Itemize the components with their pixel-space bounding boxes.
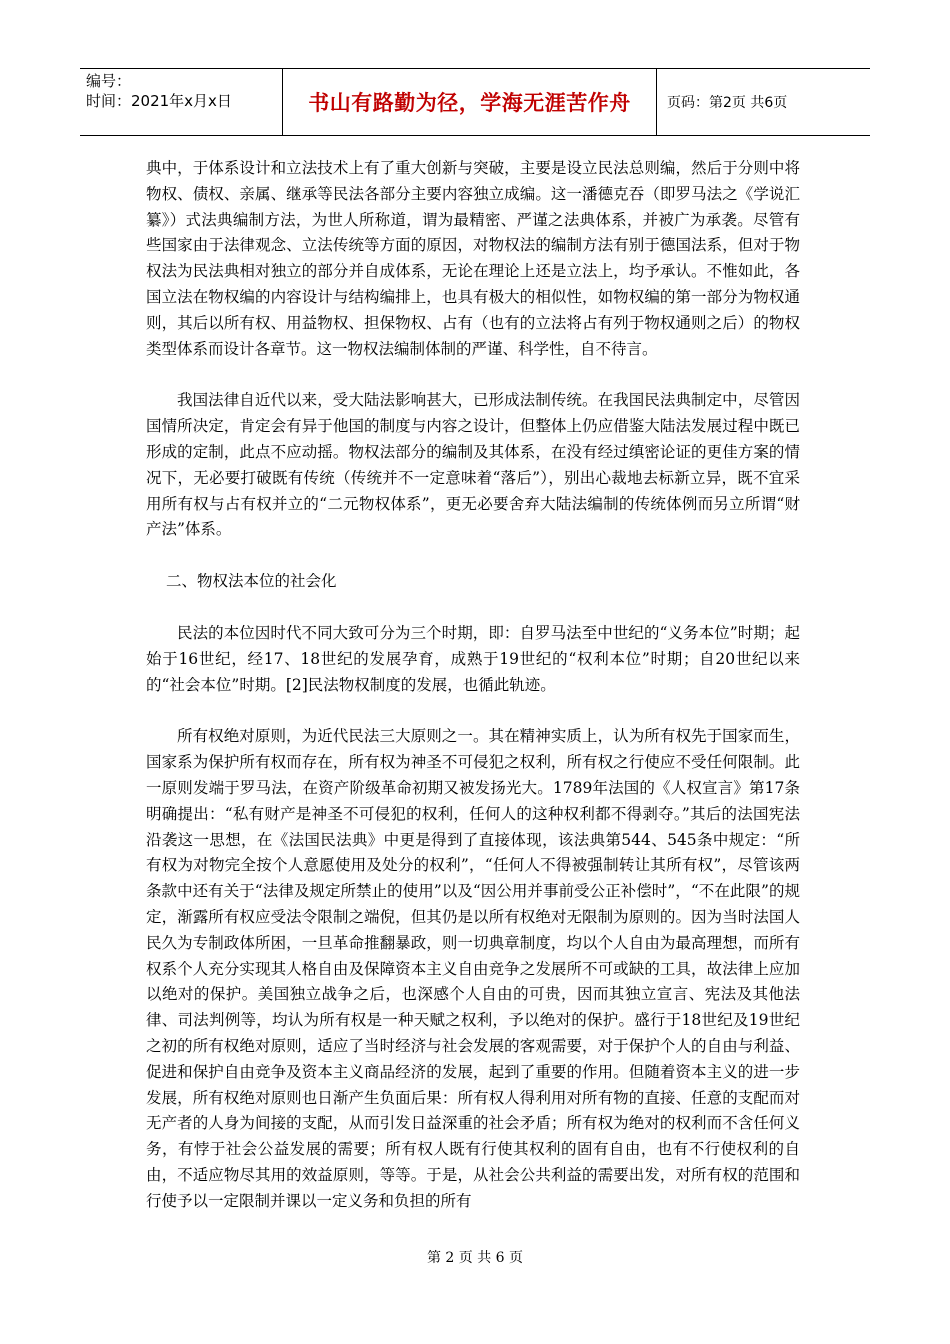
page-footer: 第 2 页 共 6 页 bbox=[426, 1250, 524, 1266]
paragraph: 典中，于体系设计和立法技术上有了重大创新与突破，主要是设立民法总则编，然后于分则中将物权、债权、亲属、继承等民法各部分主要内容独立成编。这一潘德克吞（即罗马法之《学说汇纂》）式法典编制方法，为世人所称道，谓为最精密、严谨之法典体系，并被广为承袭。尽管有些国家由于法律观念、立法传统等方面的原因，对物权法的编制方法有别于德国法系，但对于物权法为民法典相对独立的部分并自成体系，无论在理论上还是立法上，均予承认。不惟如此，各国立法在物权编的内容设计与结构编排上，也具有极大的相似性，如物权编的第一部分为物权通则，其后以所有权、用益物权、担保物权、占有（也有的立法将占有列于物权通则之后）的物权类型体系而设计各章节。这一物权法编制体制的严谨、科学性，自不待言。 bbox=[146, 159, 800, 358]
paragraph: 所有权绝对原则，为近代民法三大原则之一。其在精神实质上，认为所有权先于国家而生，国家系为保护所有权而存在，所有权为神圣不可侵犯之权利，所有权之行使应不受任何限制。此一原则发端于罗马法，在资产阶级革命初期又被发扬光大。1789年法国的《人权宣言》第17条明确提出：“私有财产是神圣不可侵犯的权利，任何人的这种权利都不得剥夺。”其后的法国宪法沿袭这一思想，在《法国民法典》中更是得到了直接体现，该法典第544、545条中规定：“所有权为对物完全按个人意愿使用及处分的权利”，“任何人不得被强制转让其所有权”，尽管该两条款中还有关于“法律及规定所禁止的使用”以及“因公用并事前受公正补偿时”，“不在此限”的规定，渐露所有权应受法令限制之端倪，但其仍是以所有权绝对无限制为原则的。因为当时法国人民久为专制政体所困，一旦革命推翻暴政，则一切典章制度，均以个人自由为最高理想，而所有权系个人充分实现其人格自由及保障资本主义自由竞争之发展所不可或缺的工具，故法律上应加以绝对的保护。美国独立战争之后，也深感个人自由的可贵，因而其独立宣言、宪法及其他法律、司法判例等，均认为所有权是一种天赋之权利，予以绝对的保护。盛行于18世纪及19世纪之初的所有权绝对原则，适应了当时经济与社会发展的客观需要，对于保护个人的自由与利益、促进和保护自由竞争及资本主义商品经济的发展，起到了重要的作用。但随着资本主义的进一步发展，所有权绝对原则也日渐产生负面后果：所有权人得利用对所有物的直接、任意的支配而对无产者的人身为间接的支配，从而引发日益深重的社会矛盾；所有权为绝对的权利而不含任何义务，有悖于社会公益发展的需要；所有权人既有行使其权利的固有自由，也有不行使权利的自由，不适应物尽其用的效益原则，等等。于是，从社会公共利益的需要出发，对所有权的范围和行使予以一定限制并课以一定义务和负担的所有 bbox=[146, 727, 800, 1210]
header-meta bbox=[80, 69, 283, 135]
document-body bbox=[146, 156, 800, 1214]
document-date: 时间：2021年x月x日 bbox=[86, 92, 232, 110]
header-page-info: 页码：第2页 共6页 bbox=[667, 95, 788, 111]
page-header bbox=[80, 68, 870, 136]
paragraph: 民法的本位因时代不同大致可分为三个时期，即：自罗马法至中世纪的“义务本位”时期；起始于16世纪，经17、18世纪的发展孕育，成熟于19世纪的“权利本位”时期；自20世纪以来的“社会本位”时期。[2]民法物权制度的发展，也循此轨迹。 bbox=[146, 623, 800, 694]
header-motto: 书山有路勤为径，学海无涯苦作舟 bbox=[283, 69, 657, 135]
paragraph: 我国法律自近代以来，受大陆法影响甚大，已形成法制传统。在我国民法典制定中，尽管因国情所决定，肯定会有异于他国的制度与内容之设计，但整体上仍应借鉴大陆法发展过程中既已形成的定制，此点不应动摇。物权法部分的编制及其体系，在没有经过缜密论证的更佳方案的情况下，无必要打破既有传统（传统并不一定意味着“落后”），别出心裁地去标新立异，既不宜采用所有权与占有权并立的“二元物权体系”，更无必要舍弃大陆法编制的传统体例而另立所谓“财产法”体系。 bbox=[146, 391, 800, 539]
document-number-label: 编号： bbox=[86, 72, 132, 90]
section-heading: 二、物权法本位的社会化 bbox=[166, 572, 337, 591]
